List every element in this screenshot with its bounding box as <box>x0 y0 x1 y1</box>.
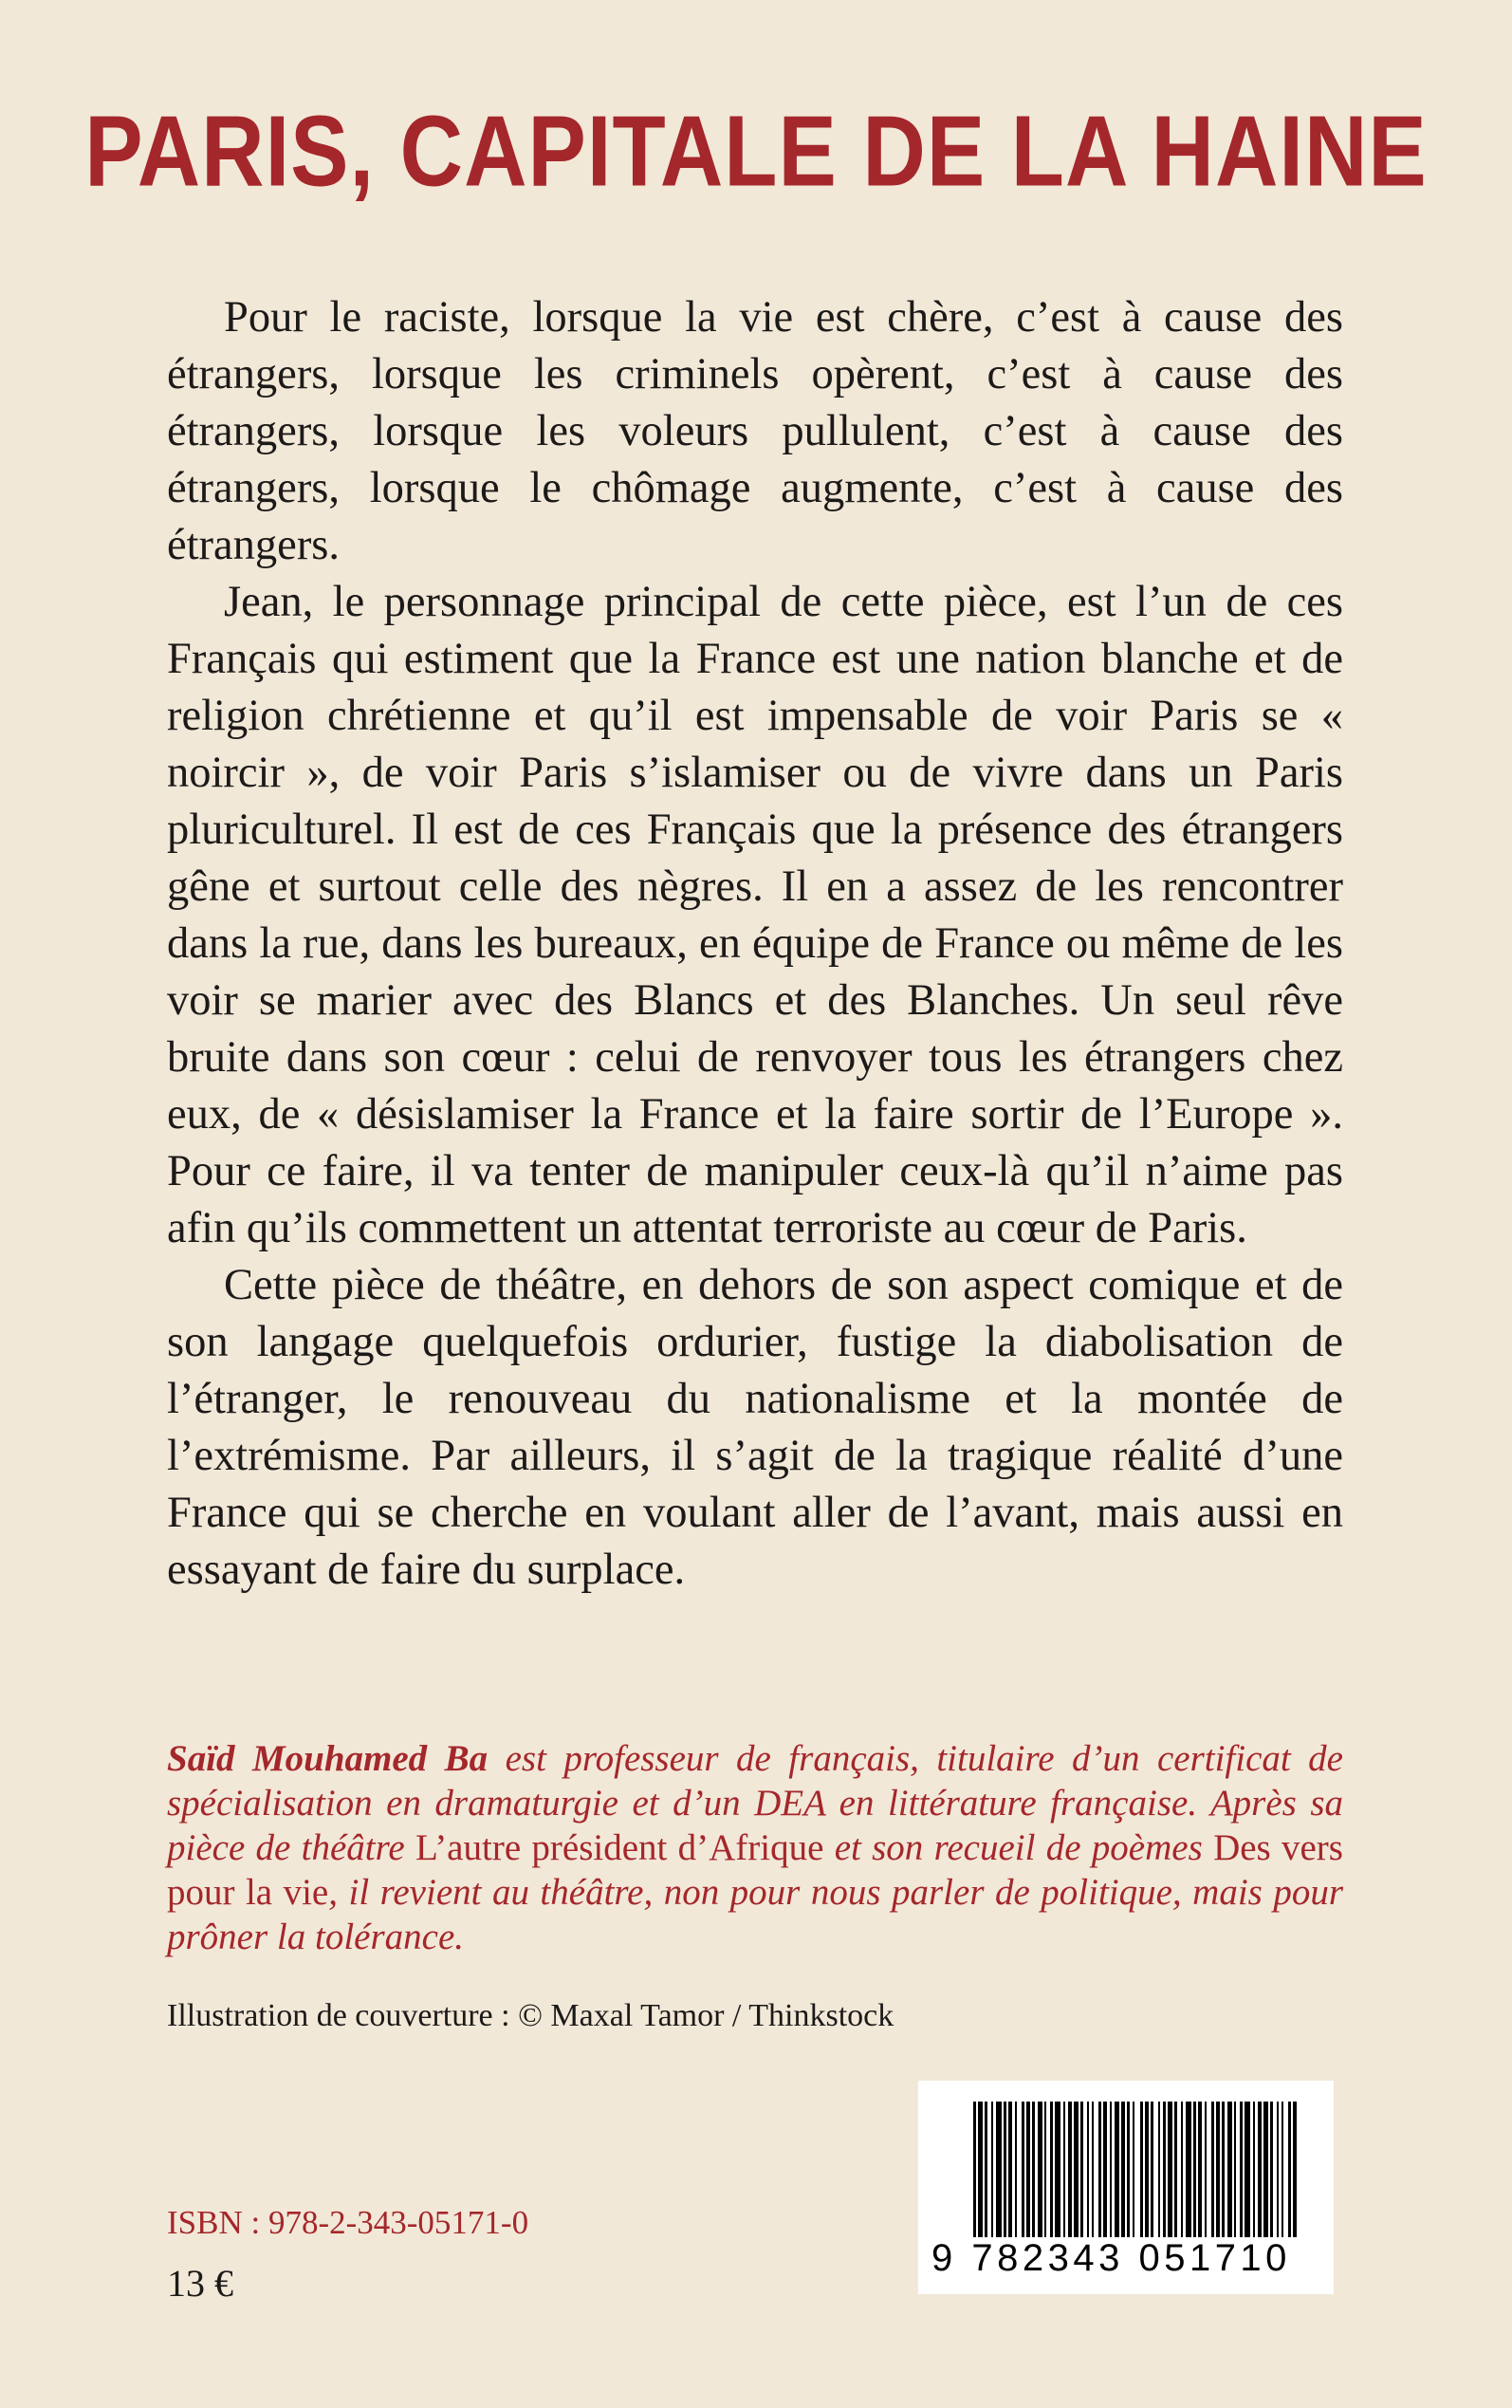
barcode-bar <box>1277 2102 1279 2253</box>
barcode-bar <box>1198 2102 1202 2253</box>
author-bio <box>167 1736 1343 1959</box>
barcode-bar <box>1253 2102 1255 2253</box>
barcode-bar <box>1234 2102 1236 2253</box>
isbn: ISBN : 978-2-343-05171-0 <box>167 2204 529 2241</box>
barcode-bar <box>1080 2102 1083 2253</box>
barcode-bar <box>1168 2102 1172 2253</box>
barcode-bar <box>1163 2102 1166 2253</box>
illustration-credit: Illustration de couverture : © Maxal Tamor / Thinkstock <box>167 1998 894 2033</box>
author-work-1: L’autre président d’Afrique <box>415 1827 824 1868</box>
barcode-bar <box>1145 2102 1149 2253</box>
barcode-bar <box>1110 2102 1112 2253</box>
barcode-bar <box>1282 2102 1283 2253</box>
barcode-bar <box>1092 2102 1094 2253</box>
price: 13 € <box>167 2262 233 2305</box>
barcode-bar <box>1098 2102 1101 2253</box>
barcode-bar <box>1181 2102 1183 2253</box>
blurb-paragraph-3: Cette pièce de théâtre, en dehors de son aspect comique et de son langage quelquefois ordurier, fustige la diabolisation de l’étranger, le renouveau du nationalisme et la montée de l’extrémisme. Par ailleurs, il s’agit de la tragique réalité d’une France qui se cherche en voulant aller de l’avant, mais aussi en essayant de faire du surplace. <box>167 1261 1343 1594</box>
barcode-bar <box>1270 2102 1273 2253</box>
barcode-bar <box>1240 2102 1243 2253</box>
barcode-bar <box>1103 2102 1107 2253</box>
blurb <box>167 289 1343 1599</box>
barcode-bar <box>1263 2102 1268 2253</box>
author-bio-text-3: , il revient au théâtre, non pour nous parler de politique, mais pour prôner la tolérance. <box>167 1872 1343 1957</box>
barcode-bar <box>1205 2102 1207 2253</box>
barcode-bar <box>1004 2102 1006 2253</box>
barcode-bar <box>1216 2102 1220 2253</box>
author-work-2: Des vers pour la vie <box>167 1827 1343 1913</box>
barcode-bar <box>1050 2102 1053 2253</box>
barcode-bar <box>1174 2102 1177 2253</box>
barcode-bar <box>1087 2102 1089 2253</box>
barcode-bar <box>973 2102 976 2253</box>
barcode-bar <box>1140 2102 1143 2253</box>
barcode-bar <box>1008 2102 1012 2253</box>
blurb-paragraph-2: Jean, le personnage principal de cette pièce, est l’un de ces Français qui estiment que la France est une nation blanche et de religion chrétienne et qu’il est impensable de voir Paris se « noircir », de voir Paris s’islamiser ou de vivre dans un Paris pluriculturel. Il est de ces Français que la présence des étrangers gêne et surtout celle des nègres. Il en a assez de les rencontrer dans la rue, dans les bureaux, en équipe de France ou même de les voir se marier avec des Blancs et des Blanches. Un seul rêve bruite dans son cœur : celui de renvoyer tous les étrangers chez eux, de « désislamiser la France et la faire sortir de l’Europe ». Pour ce faire, il va tenter de manipuler ceux-là qu’il n’aime pas afin qu’ils commettent un attentat terroriste au cœur de Paris. <box>167 578 1343 1252</box>
barcode-bar <box>1121 2102 1125 2253</box>
barcode-bar <box>1026 2102 1030 2253</box>
barcode-bar <box>1044 2102 1046 2253</box>
barcode-bar <box>1158 2102 1160 2253</box>
author-bio-text-2: et son recueil de poèmes <box>823 1827 1214 1868</box>
barcode-bar <box>1115 2102 1119 2253</box>
barcode-bar <box>1015 2102 1017 2253</box>
barcode-bar <box>1032 2102 1035 2253</box>
barcode-bar <box>1133 2102 1134 2253</box>
barcode-bar <box>1227 2102 1232 2253</box>
barcode-digits: 9 782343 051710 <box>931 2237 1320 2280</box>
barcode-bar <box>1186 2102 1191 2253</box>
barcode <box>918 2081 1334 2294</box>
barcode-bar <box>996 2102 1002 2253</box>
barcode-bar <box>978 2102 983 2253</box>
barcode-bar <box>1211 2102 1214 2253</box>
barcode-bar <box>1151 2102 1153 2253</box>
author-name: Saïd Mouhamed Ba <box>167 1738 489 1779</box>
barcode-bar <box>1193 2102 1196 2253</box>
barcode-bar <box>991 2102 993 2253</box>
barcode-bar <box>1055 2102 1060 2253</box>
blurb-paragraph-1: Pour le raciste, lorsque la vie est chère, c’est à cause des étrangers, lorsque les criminels opèrent, c’est à cause des étrangers, lorsque les voleurs pullulent, c’est à cause des étrangers, lorsque le chômage augmente, c’est à cause des étrangers. <box>167 293 1343 569</box>
barcode-bar <box>1063 2102 1065 2253</box>
barcode-bar <box>985 2102 987 2253</box>
barcode-bar <box>1038 2102 1042 2253</box>
barcode-bar <box>1288 2102 1291 2253</box>
barcode-bar <box>1222 2102 1225 2253</box>
barcode-bar <box>1245 2102 1250 2253</box>
book-title: PARIS, CAPITALE DE LA HAINE <box>84 96 1428 208</box>
barcode-bar <box>1068 2102 1072 2253</box>
barcode-bar <box>1074 2102 1079 2253</box>
author-bio-text-1: est professeur de français, titulaire d’un certificat de spécialisation en dramaturgie et d’un DEA en littérature française. Après sa pièce de théâtre <box>167 1738 1343 1868</box>
barcode-bar <box>1293 2102 1297 2253</box>
barcode-bar <box>1127 2102 1130 2253</box>
barcode-bar <box>1022 2102 1024 2253</box>
barcode-bar <box>1258 2102 1262 2253</box>
